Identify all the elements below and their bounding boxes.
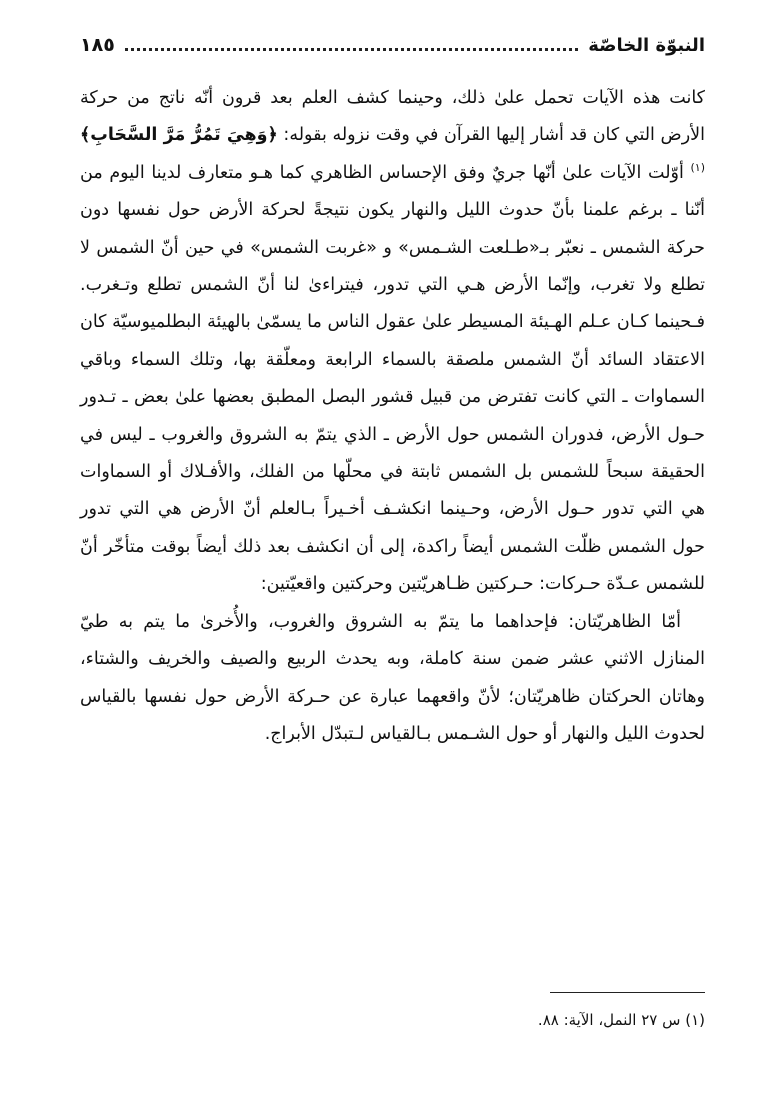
page-number: ١٨٥: [80, 34, 115, 56]
paragraph-1-part-1: كانت هذه الآيات تحمل علىٰ ذلك، وحينما كشف العلم بعد قرون أنّه ناتج من حركة الأرض التي كان قد أشار إليها القرآن في وقت نزوله بقوله:: [80, 88, 706, 146]
paragraph-2: أمّا الظاهريّتان: فإحداهما ما يتمّ به الشروق والغروب، والأُخرىٰ ما يتم به طيّ المنازل الاثني عشر ضمن سنة كاملة، وبه يحدث الربيع والصيف والخريف والشتاء، وهاتان الحركتان ظاهريّتان؛ لأنّ واقعهما عبارة عن حـركة الأرض حول نفسها بالقياس لحدوث الليل والنهار أو حول الشـمس بـالقياس لـتبدّل الأبراج.: [80, 611, 705, 744]
paragraph-1-part-2: أوّلت الآيات علىٰ أنّها جريٌ وفق الإحساس الظاهري كما هـو متعارف لدينا اليوم من أنّنا ـ برغم علمنا بأنّ حدوث الليل والنهار يكون نتيجةً لحركة الأرض حول نفسها دون حركة الشمس ـ نعبّر بـ«طـلعت الشـمس» و «غربت الشمس» في حين أنّ الشمس لا تطلع ولا تغرب، وإنّما الأرض هـي التي تدور، فيتراءىٰ لنا أنّ الشمس تطلع وتـغرب. فـحينما كـان عـلم الهـيئة المسيطر علىٰ عقول الناس ما يسمّىٰ بالهيئة البطلميوسيّة كان الاعتقاد السائد أنّ الشمس ملصقة بالسماء الرابعة ومعلّقة بها، وتلك السماء وباقي السماوات ـ التي كانت تفترض من قبيل قشور البصل المطبق بعضها علىٰ بعض ـ تـدور حـول الأرض، فدوران الشمس حول الأرض ـ الذي يتمّ به الشروق والغروب ـ ليس في الحقيقة سبحاً للشمس بل الشمس ثابتة في محلّها من الفلك، والأفـلاك أو السماوات هي التي تدور حـول الأرض، وحـينما انكشـف أخـيراً بـالعلم أنّ الأرض هي التي تدور حول الشمس ظلّت الشمس أيضاً راكدة، إلى أن انكشف بعد ذلك أيضاً بوقت متأخّر أنّ للشمس عـدّة حـركات: حـركتين ظـاهريّتين وحركتين واقعيّتين:: [80, 162, 705, 595]
paragraph-1: [80, 80, 705, 604]
page-header: [80, 30, 705, 60]
footnote: (١) س ٢٧ النمل، الآية: ٨٨.: [537, 1011, 705, 1029]
running-title: النبوّة الخاصّة: [588, 34, 705, 56]
body-text: [80, 80, 705, 753]
header-dot-leader: [125, 48, 578, 51]
quran-verse: ﴿وَهِيَ تَمُرُّ مَرَّ السَّحَابِ﴾: [80, 125, 278, 146]
footnote-reference: (١): [690, 160, 705, 174]
footnote-separator: [550, 992, 705, 993]
